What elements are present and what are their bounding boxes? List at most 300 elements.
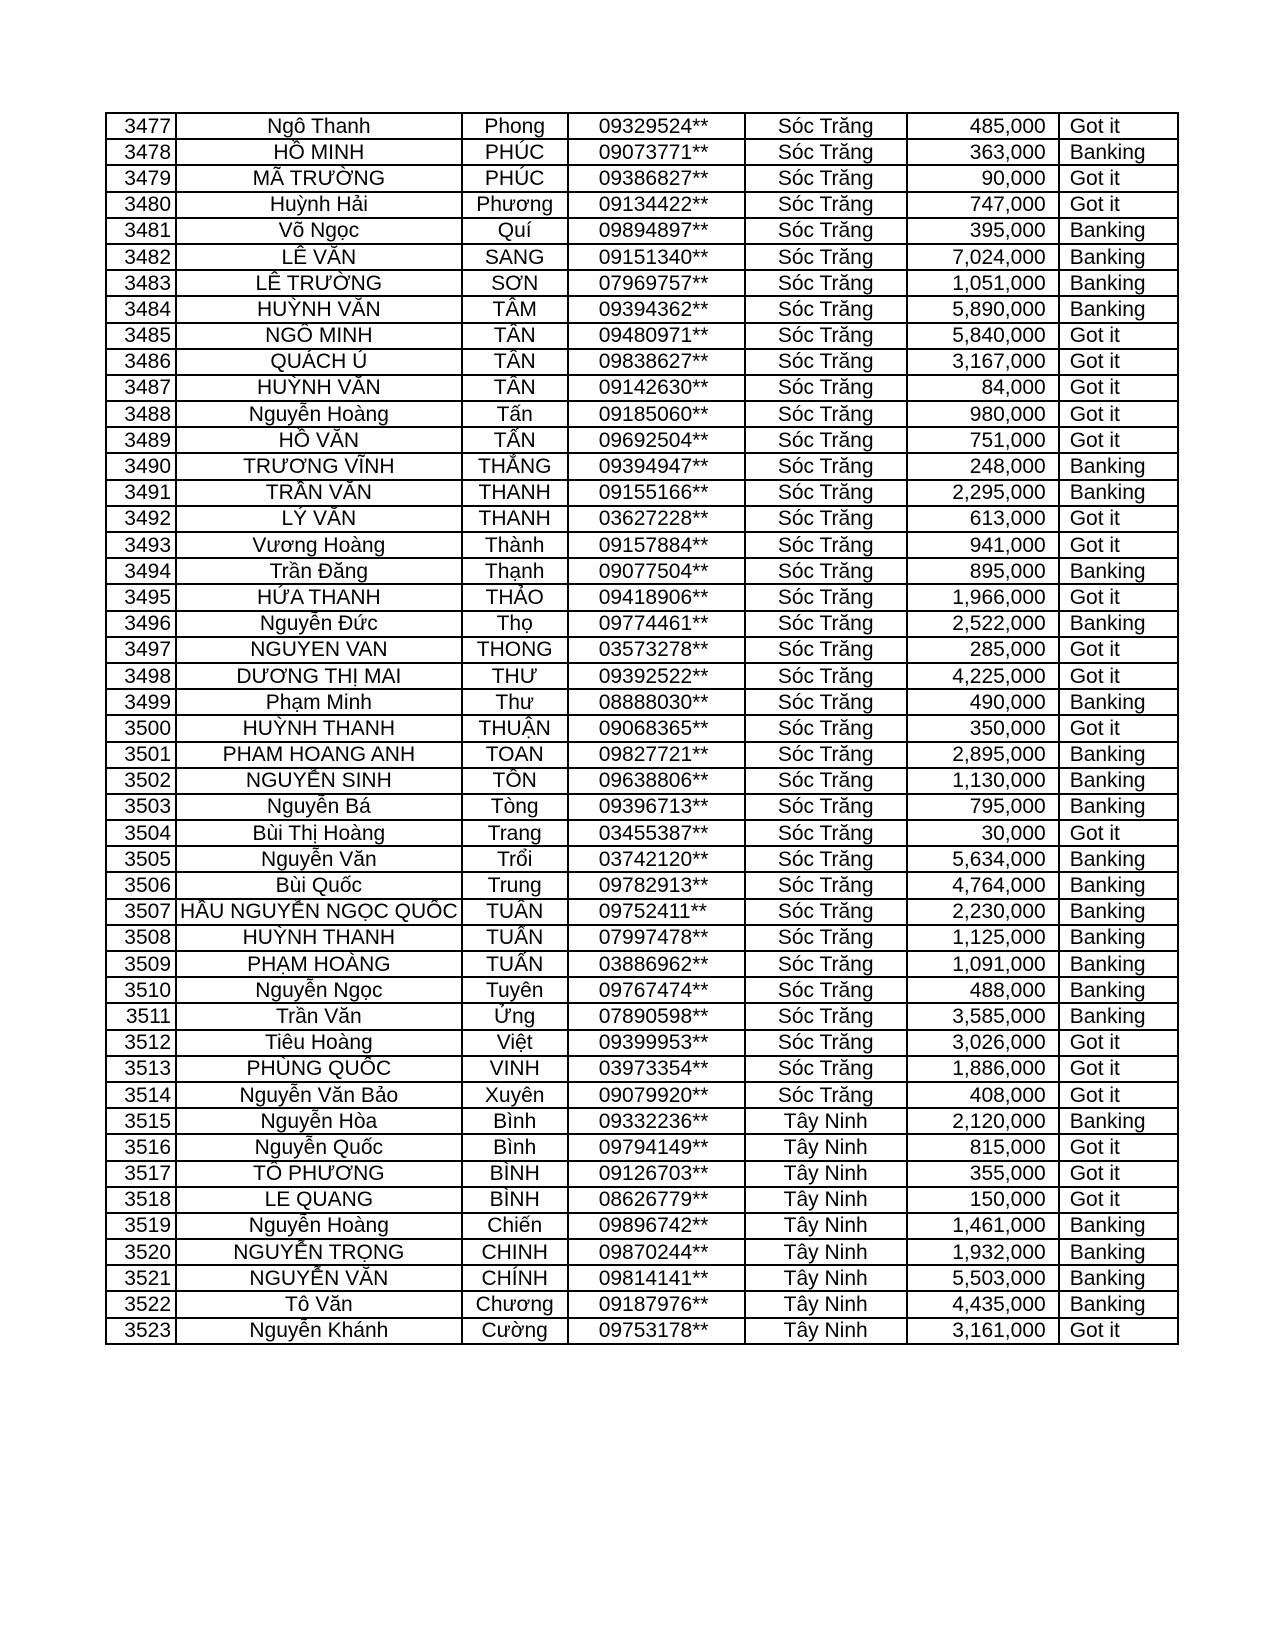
last-name-cell: MÃ TRƯỜNG: [176, 165, 462, 191]
row-number-cell: 3503: [106, 794, 176, 820]
payment-method-cell: Banking: [1059, 768, 1178, 794]
payment-method-cell: Got it: [1059, 584, 1178, 610]
province-cell: Sóc Trăng: [745, 296, 907, 322]
amount-cell: 2,895,000: [907, 742, 1059, 768]
phone-cell: 03886962**: [568, 951, 745, 977]
data-table: [105, 112, 1179, 1345]
last-name-cell: TRẦN VĂN: [176, 480, 462, 506]
last-name-cell: HỒ MINH: [176, 139, 462, 165]
table-row: [106, 715, 1178, 741]
first-name-cell: PHÚC: [462, 139, 568, 165]
payment-method-cell: Banking: [1059, 611, 1178, 637]
last-name-cell: HỨA THANH: [176, 584, 462, 610]
amount-cell: 613,000: [907, 506, 1059, 532]
phone-cell: 09329524**: [568, 113, 745, 139]
province-cell: Tây Ninh: [745, 1265, 907, 1291]
province-cell: Sóc Trăng: [745, 1056, 907, 1082]
phone-cell: 09480971**: [568, 323, 745, 349]
last-name-cell: Nguyễn Ngọc: [176, 977, 462, 1003]
first-name-cell: VINH: [462, 1056, 568, 1082]
province-cell: Sóc Trăng: [745, 1030, 907, 1056]
phone-cell: 09752411**: [568, 899, 745, 925]
row-number-cell: 3485: [106, 323, 176, 349]
row-number-cell: 3512: [106, 1030, 176, 1056]
first-name-cell: BÌNH: [462, 1187, 568, 1213]
payment-method-cell: Got it: [1059, 192, 1178, 218]
province-cell: Sóc Trăng: [745, 768, 907, 794]
table-row: [106, 532, 1178, 558]
payment-method-cell: Banking: [1059, 453, 1178, 479]
province-cell: Sóc Trăng: [745, 139, 907, 165]
first-name-cell: THANH: [462, 506, 568, 532]
province-cell: Tây Ninh: [745, 1318, 907, 1344]
table-row: [106, 296, 1178, 322]
first-name-cell: Chương: [462, 1291, 568, 1317]
first-name-cell: Việt: [462, 1030, 568, 1056]
table-row: [106, 218, 1178, 244]
first-name-cell: SƠN: [462, 270, 568, 296]
amount-cell: 795,000: [907, 794, 1059, 820]
phone-cell: 09185060**: [568, 401, 745, 427]
table-row: [106, 558, 1178, 584]
payment-method-cell: Banking: [1059, 558, 1178, 584]
amount-cell: 1,966,000: [907, 584, 1059, 610]
table-row: [106, 611, 1178, 637]
phone-cell: 09396713**: [568, 794, 745, 820]
row-number-cell: 3486: [106, 349, 176, 375]
province-cell: Sóc Trăng: [745, 584, 907, 610]
amount-cell: 248,000: [907, 453, 1059, 479]
row-number-cell: 3480: [106, 192, 176, 218]
row-number-cell: 3482: [106, 244, 176, 270]
province-cell: Sóc Trăng: [745, 899, 907, 925]
phone-cell: 09394947**: [568, 453, 745, 479]
row-number-cell: 3479: [106, 165, 176, 191]
row-number-cell: 3497: [106, 637, 176, 663]
province-cell: Sóc Trăng: [745, 1082, 907, 1108]
first-name-cell: THẮNG: [462, 453, 568, 479]
first-name-cell: Tấn: [462, 401, 568, 427]
first-name-cell: THANH: [462, 480, 568, 506]
table-row: [106, 768, 1178, 794]
row-number-cell: 3483: [106, 270, 176, 296]
payment-method-cell: Got it: [1059, 1134, 1178, 1160]
payment-method-cell: Banking: [1059, 480, 1178, 506]
last-name-cell: Nguyễn Văn Bảo: [176, 1082, 462, 1108]
amount-cell: 1,130,000: [907, 768, 1059, 794]
last-name-cell: Trần Văn: [176, 1003, 462, 1029]
last-name-cell: HỒ VĂN: [176, 427, 462, 453]
last-name-cell: PHAM HOANG ANH: [176, 742, 462, 768]
phone-cell: 03573278**: [568, 637, 745, 663]
first-name-cell: THONG: [462, 637, 568, 663]
first-name-cell: Ửng: [462, 1003, 568, 1029]
row-number-cell: 3521: [106, 1265, 176, 1291]
province-cell: Sóc Trăng: [745, 506, 907, 532]
last-name-cell: LÊ TRƯỜNG: [176, 270, 462, 296]
payment-method-cell: Banking: [1059, 1291, 1178, 1317]
first-name-cell: Tòng: [462, 794, 568, 820]
phone-cell: 09894897**: [568, 218, 745, 244]
province-cell: Tây Ninh: [745, 1134, 907, 1160]
first-name-cell: TÂN: [462, 349, 568, 375]
row-number-cell: 3501: [106, 742, 176, 768]
row-number-cell: 3519: [106, 1213, 176, 1239]
row-number-cell: 3484: [106, 296, 176, 322]
row-number-cell: 3496: [106, 611, 176, 637]
first-name-cell: Trổi: [462, 846, 568, 872]
row-number-cell: 3478: [106, 139, 176, 165]
payment-method-cell: Banking: [1059, 1003, 1178, 1029]
table-row: [106, 506, 1178, 532]
first-name-cell: Thư: [462, 689, 568, 715]
payment-method-cell: Got it: [1059, 820, 1178, 846]
amount-cell: 2,522,000: [907, 611, 1059, 637]
phone-cell: 09394362**: [568, 296, 745, 322]
payment-method-cell: Got it: [1059, 165, 1178, 191]
row-number-cell: 3511: [106, 1003, 176, 1029]
first-name-cell: TUẤN: [462, 951, 568, 977]
last-name-cell: Nguyễn Bá: [176, 794, 462, 820]
first-name-cell: Trung: [462, 872, 568, 898]
province-cell: Sóc Trăng: [745, 794, 907, 820]
province-cell: Sóc Trăng: [745, 977, 907, 1003]
last-name-cell: Bùi Quốc: [176, 872, 462, 898]
amount-cell: 1,091,000: [907, 951, 1059, 977]
payment-method-cell: Got it: [1059, 401, 1178, 427]
province-cell: Sóc Trăng: [745, 401, 907, 427]
phone-cell: 09151340**: [568, 244, 745, 270]
amount-cell: 1,461,000: [907, 1213, 1059, 1239]
amount-cell: 3,161,000: [907, 1318, 1059, 1344]
phone-cell: 09155166**: [568, 480, 745, 506]
first-name-cell: Tuyên: [462, 977, 568, 1003]
row-number-cell: 3488: [106, 401, 176, 427]
province-cell: Sóc Trăng: [745, 742, 907, 768]
payment-method-cell: Banking: [1059, 689, 1178, 715]
payment-method-cell: Banking: [1059, 742, 1178, 768]
province-cell: Sóc Trăng: [745, 218, 907, 244]
row-number-cell: 3510: [106, 977, 176, 1003]
amount-cell: 90,000: [907, 165, 1059, 191]
payment-method-cell: Got it: [1059, 323, 1178, 349]
payment-method-cell: Banking: [1059, 139, 1178, 165]
phone-cell: 09638806**: [568, 768, 745, 794]
table-row: [106, 401, 1178, 427]
row-number-cell: 3492: [106, 506, 176, 532]
province-cell: Sóc Trăng: [745, 820, 907, 846]
payment-method-cell: Got it: [1059, 427, 1178, 453]
first-name-cell: Chiến: [462, 1213, 568, 1239]
amount-cell: 2,230,000: [907, 899, 1059, 925]
table-row: [106, 1056, 1178, 1082]
payment-method-cell: Banking: [1059, 872, 1178, 898]
last-name-cell: Tiêu Hoàng: [176, 1030, 462, 1056]
table-row: [106, 453, 1178, 479]
table-row: [106, 846, 1178, 872]
phone-cell: 07997478**: [568, 925, 745, 951]
last-name-cell: QUÁCH Ủ: [176, 349, 462, 375]
province-cell: Sóc Trăng: [745, 453, 907, 479]
table-row: [106, 1239, 1178, 1265]
province-cell: Sóc Trăng: [745, 925, 907, 951]
last-name-cell: NGÔ MINH: [176, 323, 462, 349]
last-name-cell: Bùi Thị Hoàng: [176, 820, 462, 846]
table-row: [106, 1003, 1178, 1029]
payment-method-cell: Got it: [1059, 1161, 1178, 1187]
row-number-cell: 3507: [106, 899, 176, 925]
first-name-cell: THUẬN: [462, 715, 568, 741]
row-number-cell: 3506: [106, 872, 176, 898]
province-cell: Tây Ninh: [745, 1161, 907, 1187]
row-number-cell: 3508: [106, 925, 176, 951]
province-cell: Tây Ninh: [745, 1187, 907, 1213]
last-name-cell: PHÙNG QUỐC: [176, 1056, 462, 1082]
amount-cell: 941,000: [907, 532, 1059, 558]
payment-method-cell: Got it: [1059, 113, 1178, 139]
row-number-cell: 3505: [106, 846, 176, 872]
row-number-cell: 3517: [106, 1161, 176, 1187]
first-name-cell: TỒN: [462, 768, 568, 794]
last-name-cell: Tô Văn: [176, 1291, 462, 1317]
phone-cell: 09896742**: [568, 1213, 745, 1239]
payment-method-cell: Banking: [1059, 296, 1178, 322]
row-number-cell: 3491: [106, 480, 176, 506]
province-cell: Sóc Trăng: [745, 165, 907, 191]
amount-cell: 488,000: [907, 977, 1059, 1003]
row-number-cell: 3499: [106, 689, 176, 715]
table-row: [106, 139, 1178, 165]
amount-cell: 30,000: [907, 820, 1059, 846]
last-name-cell: Trần Đăng: [176, 558, 462, 584]
first-name-cell: Thành: [462, 532, 568, 558]
province-cell: Sóc Trăng: [745, 689, 907, 715]
row-number-cell: 3515: [106, 1108, 176, 1134]
phone-cell: 09157884**: [568, 532, 745, 558]
row-number-cell: 3516: [106, 1134, 176, 1160]
phone-cell: 09073771**: [568, 139, 745, 165]
row-number-cell: 3502: [106, 768, 176, 794]
table-row: [106, 663, 1178, 689]
phone-cell: 09332236**: [568, 1108, 745, 1134]
province-cell: Sóc Trăng: [745, 663, 907, 689]
amount-cell: 150,000: [907, 1187, 1059, 1213]
last-name-cell: Phạm Minh: [176, 689, 462, 715]
amount-cell: 7,024,000: [907, 244, 1059, 270]
last-name-cell: HUỲNH THANH: [176, 925, 462, 951]
row-number-cell: 3493: [106, 532, 176, 558]
table-row: [106, 270, 1178, 296]
first-name-cell: Trang: [462, 820, 568, 846]
amount-cell: 5,840,000: [907, 323, 1059, 349]
payment-method-cell: Got it: [1059, 1187, 1178, 1213]
first-name-cell: Cường: [462, 1318, 568, 1344]
last-name-cell: Nguyễn Hoàng: [176, 1213, 462, 1239]
last-name-cell: NGUYEN VAN: [176, 637, 462, 663]
last-name-cell: LE QUANG: [176, 1187, 462, 1213]
payment-method-cell: Got it: [1059, 1030, 1178, 1056]
payment-method-cell: Banking: [1059, 1239, 1178, 1265]
table-row: [106, 951, 1178, 977]
row-number-cell: 3509: [106, 951, 176, 977]
first-name-cell: Phương: [462, 192, 568, 218]
first-name-cell: Thạnh: [462, 558, 568, 584]
province-cell: Sóc Trăng: [745, 1003, 907, 1029]
row-number-cell: 3500: [106, 715, 176, 741]
table-row: [106, 427, 1178, 453]
payment-method-cell: Banking: [1059, 244, 1178, 270]
payment-method-cell: Got it: [1059, 663, 1178, 689]
first-name-cell: Thọ: [462, 611, 568, 637]
row-number-cell: 3487: [106, 375, 176, 401]
phone-cell: 09392522**: [568, 663, 745, 689]
payment-method-cell: Banking: [1059, 951, 1178, 977]
row-number-cell: 3513: [106, 1056, 176, 1082]
amount-cell: 5,503,000: [907, 1265, 1059, 1291]
payment-method-cell: Banking: [1059, 899, 1178, 925]
province-cell: Sóc Trăng: [745, 951, 907, 977]
table-row: [106, 323, 1178, 349]
first-name-cell: THƯ: [462, 663, 568, 689]
amount-cell: 285,000: [907, 637, 1059, 663]
table-row: [106, 637, 1178, 663]
province-cell: Sóc Trăng: [745, 270, 907, 296]
table-row: [106, 113, 1178, 139]
table-row: [106, 1318, 1178, 1344]
last-name-cell: Huỳnh Hải: [176, 192, 462, 218]
table-row: [106, 480, 1178, 506]
table-row: [106, 349, 1178, 375]
phone-cell: 09134422**: [568, 192, 745, 218]
last-name-cell: Ngô Thanh: [176, 113, 462, 139]
last-name-cell: HUỲNH THANH: [176, 715, 462, 741]
province-cell: Sóc Trăng: [745, 611, 907, 637]
table-row: [106, 899, 1178, 925]
last-name-cell: HẦU NGUYỄN NGỌC QUỐC: [176, 899, 462, 925]
amount-cell: 4,435,000: [907, 1291, 1059, 1317]
phone-cell: 09870244**: [568, 1239, 745, 1265]
first-name-cell: Xuyên: [462, 1082, 568, 1108]
province-cell: Sóc Trăng: [745, 715, 907, 741]
payment-method-cell: Banking: [1059, 1213, 1178, 1239]
row-number-cell: 3490: [106, 453, 176, 479]
payment-method-cell: Got it: [1059, 506, 1178, 532]
province-cell: Sóc Trăng: [745, 349, 907, 375]
row-number-cell: 3522: [106, 1291, 176, 1317]
amount-cell: 2,295,000: [907, 480, 1059, 506]
amount-cell: 4,225,000: [907, 663, 1059, 689]
amount-cell: 363,000: [907, 139, 1059, 165]
table-body: [106, 113, 1178, 1344]
phone-cell: 03627228**: [568, 506, 745, 532]
amount-cell: 751,000: [907, 427, 1059, 453]
last-name-cell: LÊ VĂN: [176, 244, 462, 270]
first-name-cell: TÂN: [462, 375, 568, 401]
table-row: [106, 584, 1178, 610]
payment-method-cell: Got it: [1059, 375, 1178, 401]
table-row: [106, 244, 1178, 270]
table-row: [106, 192, 1178, 218]
payment-method-cell: Got it: [1059, 1082, 1178, 1108]
last-name-cell: Nguyễn Quốc: [176, 1134, 462, 1160]
last-name-cell: Nguyễn Khánh: [176, 1318, 462, 1344]
row-number-cell: 3498: [106, 663, 176, 689]
province-cell: Sóc Trăng: [745, 427, 907, 453]
amount-cell: 3,167,000: [907, 349, 1059, 375]
row-number-cell: 3477: [106, 113, 176, 139]
first-name-cell: Phong: [462, 113, 568, 139]
table-row: [106, 1134, 1178, 1160]
first-name-cell: Bình: [462, 1108, 568, 1134]
row-number-cell: 3495: [106, 584, 176, 610]
amount-cell: 2,120,000: [907, 1108, 1059, 1134]
phone-cell: 09753178**: [568, 1318, 745, 1344]
table-row: [106, 1082, 1178, 1108]
province-cell: Sóc Trăng: [745, 872, 907, 898]
amount-cell: 4,764,000: [907, 872, 1059, 898]
phone-cell: 09827721**: [568, 742, 745, 768]
last-name-cell: DƯƠNG THỊ MAI: [176, 663, 462, 689]
row-number-cell: 3481: [106, 218, 176, 244]
last-name-cell: Nguyễn Đức: [176, 611, 462, 637]
table-row: [106, 820, 1178, 846]
phone-cell: 09814141**: [568, 1265, 745, 1291]
phone-cell: 08888030**: [568, 689, 745, 715]
payment-method-cell: Banking: [1059, 1265, 1178, 1291]
phone-cell: 09782913**: [568, 872, 745, 898]
last-name-cell: PHẠM HOÀNG: [176, 951, 462, 977]
phone-cell: 07969757**: [568, 270, 745, 296]
last-name-cell: Nguyễn Hoàng: [176, 401, 462, 427]
amount-cell: 1,886,000: [907, 1056, 1059, 1082]
first-name-cell: CHÍNH: [462, 1265, 568, 1291]
province-cell: Sóc Trăng: [745, 532, 907, 558]
province-cell: Sóc Trăng: [745, 244, 907, 270]
first-name-cell: TẤN: [462, 427, 568, 453]
first-name-cell: BÌNH: [462, 1161, 568, 1187]
province-cell: Sóc Trăng: [745, 637, 907, 663]
table-row: [106, 1161, 1178, 1187]
payment-method-cell: Banking: [1059, 794, 1178, 820]
phone-cell: 09187976**: [568, 1291, 745, 1317]
table-row: [106, 1213, 1178, 1239]
payment-method-cell: Got it: [1059, 532, 1178, 558]
amount-cell: 408,000: [907, 1082, 1059, 1108]
province-cell: Tây Ninh: [745, 1291, 907, 1317]
table-row: [106, 977, 1178, 1003]
province-cell: Sóc Trăng: [745, 480, 907, 506]
payment-method-cell: Banking: [1059, 846, 1178, 872]
amount-cell: 485,000: [907, 113, 1059, 139]
first-name-cell: SANG: [462, 244, 568, 270]
first-name-cell: PHÚC: [462, 165, 568, 191]
phone-cell: 09142630**: [568, 375, 745, 401]
row-number-cell: 3514: [106, 1082, 176, 1108]
table-row: [106, 794, 1178, 820]
last-name-cell: Võ Ngọc: [176, 218, 462, 244]
province-cell: Sóc Trăng: [745, 323, 907, 349]
phone-cell: 03973354**: [568, 1056, 745, 1082]
amount-cell: 5,634,000: [907, 846, 1059, 872]
amount-cell: 84,000: [907, 375, 1059, 401]
table-row: [106, 1108, 1178, 1134]
table-row: [106, 1187, 1178, 1213]
last-name-cell: Nguyễn Văn: [176, 846, 462, 872]
amount-cell: 895,000: [907, 558, 1059, 584]
payment-method-cell: Banking: [1059, 270, 1178, 296]
row-number-cell: 3494: [106, 558, 176, 584]
payment-method-cell: Banking: [1059, 925, 1178, 951]
